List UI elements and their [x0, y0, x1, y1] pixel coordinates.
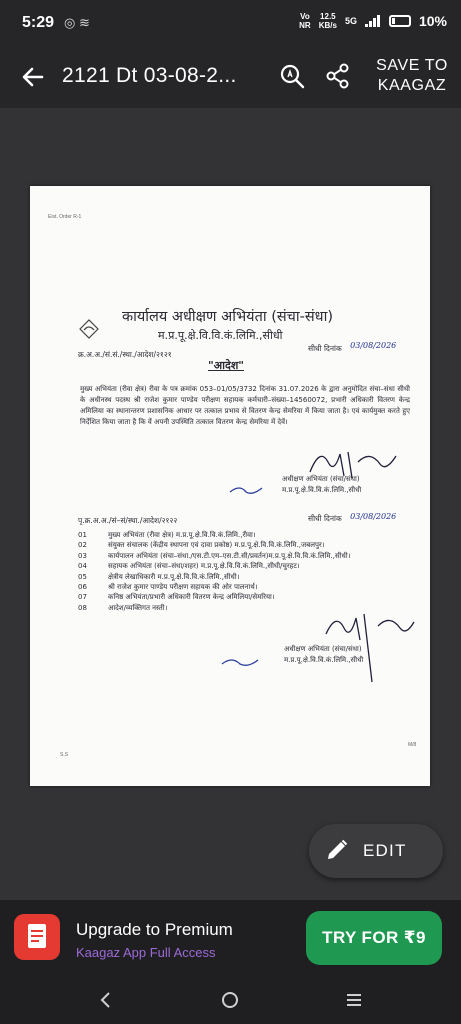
edit-button[interactable] — [309, 824, 443, 878]
order-heading: "आदेश" — [208, 359, 245, 372]
save-label-line1: SAVE TO — [376, 57, 448, 74]
notification-icons: ◎ ≋ — [64, 15, 90, 30]
try-premium-button[interactable]: TRY FOR ₹9 — [306, 911, 442, 965]
share-icon[interactable] — [324, 62, 352, 90]
footer-left-text: S.S — [60, 752, 69, 758]
kaagaz-app-icon — [14, 914, 60, 960]
copy-date-label: सीधी दिनांक — [308, 514, 342, 523]
nav-back-icon[interactable] — [96, 990, 116, 1010]
list-item: 03 कार्यपालन अभियंता (संचा–संधा./एस.टी.एम–एस.टी.सी/प्रवर्तन)म.प्र.पू.क्षे.वि.वि.कं.लिमि.,सीधी। — [78, 551, 351, 560]
search-text-icon[interactable] — [278, 62, 306, 90]
copy-reference: पृ.क्र.अ.अ./सं–सं/स्था./आदेश/२१२२ — [78, 516, 178, 525]
save-label-line2: KAAGAZ — [377, 77, 447, 94]
app-bar — [0, 46, 461, 108]
battery-percent: 10% — [418, 13, 447, 29]
office-title: कार्यालय अधीक्षण अभियंता (संचा-संधा) — [122, 309, 333, 325]
copy-date — [308, 512, 397, 524]
signatory-title: अधीक्षण अभियंता (संचा/संधा) — [282, 475, 360, 483]
signature-block-2 — [284, 644, 363, 666]
navigation-bar — [0, 976, 461, 1024]
handwritten-date: 03/08/2026 — [350, 341, 397, 350]
nav-recents-icon[interactable] — [344, 990, 364, 1010]
list-item: 08 आदेश/व्यक्तिगत नस्ती। — [78, 603, 168, 612]
network-type: 5G — [344, 15, 357, 26]
net-speed: 12.5 KB/s — [318, 12, 337, 30]
promo-subtitle: Kaagaz App Full Access — [76, 945, 216, 960]
signatory-title: अधीक्षण अभियंता (संचा/संधा) — [284, 645, 362, 653]
save-to-kaagaz-button[interactable] — [366, 56, 458, 96]
header-small-text: Eist. Order R-1 — [48, 214, 82, 220]
edit-label: EDIT — [363, 841, 407, 860]
signatory-office: म.प्र.पू.क्षे.वि.वि.कं.लिमि.,सीधी — [282, 486, 362, 494]
document-viewer[interactable] — [0, 108, 461, 900]
list-item: 01 मुख्य अभियंता (रीवा क्षेत्र) म.प्र.पू.क्षे.वि.वि.कं.लिमि.,रीवा। — [78, 531, 256, 539]
volte-indicator: Vo NR — [299, 12, 311, 30]
status-indicators — [299, 12, 447, 30]
signature-block-1 — [282, 474, 361, 496]
promo-title: Upgrade to Premium — [76, 920, 233, 939]
back-arrow-icon[interactable] — [18, 62, 48, 92]
signatory-office: म.प्र.पू.क्षे.वि.वि.कं.लिमि.,सीधी — [284, 656, 364, 664]
order-body: मुख्य अभियंता (रीवा क्षेत्र) रीवा के पत्र क्रमांक 053–01/05/3732 दिनांक 31.07.2026 के द्वारा अनुमोदित संचा–संधा सीधी के अधीनस्थ पदस्थ श्री राजेश कुमार पाण्डेय परीक्षण सहायक कर्मचारी–संख्या–14560072, प्रभारी अधिकारी वितरण केन्द्र अमिलिया का स्थानान्तरण प्रशासनिक आधार पर तत्काल प्रभाव से वितरण केन्द्र सेमरिया में किया जाता है। एवं कार्यमुक्त करते हुए निर्देशित किया जाता है कि वें अपनी उपस्थिति तत्काल वितरण केन्द्र सेमरिया में देवें। — [80, 385, 410, 426]
pencil-icon — [325, 838, 349, 862]
initials-2 — [218, 654, 262, 670]
date-label: सीधी दिनांक — [308, 344, 342, 353]
initials-1 — [226, 482, 266, 498]
handwritten-copy-date: 03/08/2026 — [350, 512, 397, 521]
signal-icon — [365, 15, 381, 27]
premium-banner[interactable] — [0, 900, 461, 976]
order-date — [308, 341, 397, 354]
list-item: 06 श्री राजेश कुमार पाण्डेय परीक्षण सहायक की ओर पालनार्थ। — [78, 583, 258, 592]
order-reference: क्र.अ.अ./सं.सं./स्था./आदेश/२१२१ — [78, 350, 172, 359]
battery-icon — [389, 15, 411, 27]
footer-right-text: M/8 — [408, 742, 417, 748]
document-page — [30, 186, 430, 786]
company-logo — [78, 318, 100, 340]
list-item: 07 कनिष्ठ अभियंता/प्रभारी अधिकारी वितरण केन्द्र अमिलिया/सेमरिया। — [78, 593, 275, 602]
office-subtitle: म.प्र.पू.क्षे.वि.वि.कं.लिमि.,सीधी — [158, 329, 283, 342]
status-time: 5:29 — [22, 14, 55, 31]
list-item: 02 संयुक्त संचालक (केंद्रीय स्थापना एवं दावा प्रकोष्ठ) म.प्र.पू.क्षे.वि.वि.कं.लिमि.,जबलपुर। — [78, 541, 325, 550]
document-icon — [14, 914, 60, 960]
status-bar — [0, 0, 461, 46]
nav-home-icon[interactable] — [220, 990, 240, 1010]
document-title: 2121 Dt 03-08-2... — [62, 64, 237, 87]
copy-to-list — [78, 530, 418, 613]
list-item: 04 सहायक अभियंता (संचा–संधा/शहर) म.प्र.पू.क्षे.वि.वि.कं.लिमि.,सीधी/चुरहट। — [78, 562, 300, 571]
list-item: 05 क्षेत्रीय लेखाधिकारी म.प्र.पू.क्षे.वि.वि.कं.लिमि.,सीधी। — [78, 572, 240, 581]
